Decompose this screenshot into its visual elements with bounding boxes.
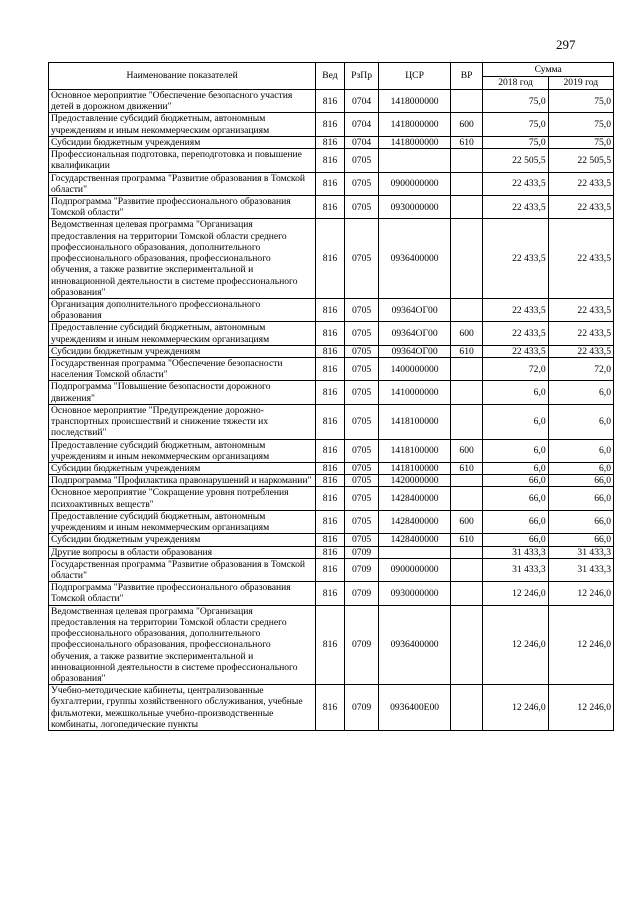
cell-csr: 0930000000: [379, 582, 450, 605]
cell-sum-2018: 12 246,0: [483, 582, 548, 605]
cell-rzpr: 0705: [344, 381, 379, 404]
header-name: Наименование показателей: [49, 63, 316, 90]
cell-csr: 1410000000: [379, 381, 450, 404]
cell-sum-2018: 72,0: [483, 358, 548, 381]
cell-sum-2019: 66,0: [548, 487, 613, 510]
cell-rzpr: 0709: [344, 558, 379, 581]
table-row: [49, 381, 614, 404]
cell-ved: 816: [316, 487, 345, 510]
cell-sum-2019: 66,0: [548, 534, 613, 546]
cell-rzpr: 0705: [344, 298, 379, 321]
cell-ved: 816: [316, 510, 345, 533]
cell-sum-2018: 6,0: [483, 439, 548, 462]
cell-rzpr: 0705: [344, 345, 379, 357]
cell-sum-2019: 66,0: [548, 510, 613, 533]
cell-sum-2018: 12 246,0: [483, 685, 548, 731]
cell-name: Предоставление субсидий бюджетным, автономным учреждениям и иным некоммерческим организациям: [49, 510, 316, 533]
cell-csr: [379, 149, 450, 172]
cell-ved: 816: [316, 172, 345, 195]
cell-csr: 0900000000: [379, 172, 450, 195]
cell-rzpr: 0705: [344, 463, 379, 475]
budget-table: [48, 62, 614, 731]
cell-sum-2019: 22 433,5: [548, 345, 613, 357]
cell-name: Ведомственная целевая программа "Организация предоставления на территории Томской области среднего профессионального образования, дополнительного профессионального образования, профессионального обучения, а также развитие экспериментальной и инновационной деятельности в системе профессионального образования": [49, 605, 316, 685]
table-row: [49, 219, 614, 299]
cell-sum-2018: 31 433,3: [483, 546, 548, 558]
header-year-2018: 2018 год: [483, 77, 548, 90]
cell-sum-2019: 12 246,0: [548, 605, 613, 685]
table-row: [49, 298, 614, 321]
cell-ved: 816: [316, 404, 345, 439]
cell-csr: 0900000000: [379, 558, 450, 581]
cell-sum-2018: 31 433,3: [483, 558, 548, 581]
cell-vr: [450, 582, 483, 605]
table-header: [49, 63, 614, 90]
cell-sum-2019: 6,0: [548, 404, 613, 439]
cell-sum-2019: 22 433,5: [548, 219, 613, 299]
cell-sum-2018: 22 433,5: [483, 172, 548, 195]
cell-vr: [450, 90, 483, 113]
cell-sum-2019: 75,0: [548, 90, 613, 113]
cell-csr: 09364ОГ00: [379, 298, 450, 321]
cell-name: Основное мероприятие "Обеспечение безопасного участия детей в дорожном движении": [49, 90, 316, 113]
cell-rzpr: 0709: [344, 582, 379, 605]
header-csr: ЦСР: [379, 63, 450, 90]
cell-rzpr: 0705: [344, 487, 379, 510]
cell-sum-2018: 22 505,5: [483, 149, 548, 172]
cell-vr: [450, 605, 483, 685]
cell-vr: [450, 358, 483, 381]
cell-rzpr: 0705: [344, 475, 379, 487]
cell-vr: 600: [450, 439, 483, 462]
cell-csr: 0936400000: [379, 605, 450, 685]
cell-sum-2019: 12 246,0: [548, 685, 613, 731]
cell-rzpr: 0705: [344, 534, 379, 546]
cell-sum-2019: 22 433,5: [548, 322, 613, 345]
cell-ved: 816: [316, 113, 345, 136]
table-row: [49, 195, 614, 218]
cell-csr: 1428400000: [379, 510, 450, 533]
cell-sum-2019: 66,0: [548, 475, 613, 487]
header-ved: Вед: [316, 63, 345, 90]
header-vr: ВР: [450, 63, 483, 90]
table-row: [49, 404, 614, 439]
cell-rzpr: 0709: [344, 546, 379, 558]
cell-name: Государственная программа "Развитие образования в Томской области": [49, 172, 316, 195]
cell-name: Организация дополнительного профессионального образования: [49, 298, 316, 321]
cell-sum-2018: 75,0: [483, 113, 548, 136]
cell-ved: 816: [316, 605, 345, 685]
cell-ved: 816: [316, 381, 345, 404]
cell-vr: [450, 298, 483, 321]
cell-rzpr: 0705: [344, 322, 379, 345]
cell-ved: 816: [316, 345, 345, 357]
cell-sum-2019: 6,0: [548, 463, 613, 475]
cell-ved: 816: [316, 475, 345, 487]
cell-name: Субсидии бюджетным учреждениям: [49, 463, 316, 475]
cell-vr: [450, 487, 483, 510]
cell-csr: 1428400000: [379, 487, 450, 510]
cell-sum-2018: 75,0: [483, 90, 548, 113]
cell-name: Подпрограмма "Профилактика правонарушений и наркомании": [49, 475, 316, 487]
cell-ved: 816: [316, 558, 345, 581]
table-row: [49, 149, 614, 172]
cell-sum-2019: 75,0: [548, 136, 613, 148]
cell-sum-2019: 22 433,5: [548, 195, 613, 218]
cell-sum-2018: 22 433,5: [483, 298, 548, 321]
cell-csr: 1418000000: [379, 136, 450, 148]
cell-vr: [450, 558, 483, 581]
cell-sum-2019: 22 433,5: [548, 298, 613, 321]
table-row: [49, 475, 614, 487]
cell-rzpr: 0705: [344, 439, 379, 462]
cell-csr: 1420000000: [379, 475, 450, 487]
cell-sum-2018: 22 433,5: [483, 195, 548, 218]
cell-rzpr: 0705: [344, 172, 379, 195]
cell-csr: 1418100000: [379, 404, 450, 439]
cell-vr: 610: [450, 534, 483, 546]
table-row: [49, 582, 614, 605]
cell-ved: 816: [316, 534, 345, 546]
cell-sum-2018: 75,0: [483, 136, 548, 148]
cell-sum-2018: 6,0: [483, 381, 548, 404]
cell-sum-2018: 22 433,5: [483, 322, 548, 345]
cell-csr: 1418100000: [379, 439, 450, 462]
cell-vr: 610: [450, 345, 483, 357]
cell-sum-2018: 22 433,5: [483, 219, 548, 299]
cell-name: Предоставление субсидий бюджетным, автономным учреждениям и иным некоммерческим организациям: [49, 322, 316, 345]
cell-vr: [450, 381, 483, 404]
table-row: [49, 439, 614, 462]
table-row: [49, 546, 614, 558]
cell-rzpr: 0705: [344, 219, 379, 299]
cell-sum-2019: 22 433,5: [548, 172, 613, 195]
cell-vr: [450, 195, 483, 218]
cell-csr: 09364ОГ00: [379, 322, 450, 345]
table-row: [49, 358, 614, 381]
cell-ved: 816: [316, 149, 345, 172]
cell-rzpr: 0705: [344, 404, 379, 439]
cell-csr: 1428400000: [379, 534, 450, 546]
cell-rzpr: 0705: [344, 358, 379, 381]
cell-name: Субсидии бюджетным учреждениям: [49, 136, 316, 148]
cell-rzpr: 0705: [344, 149, 379, 172]
header-year-2019: 2019 год: [548, 77, 613, 90]
cell-name: Субсидии бюджетным учреждениям: [49, 345, 316, 357]
cell-vr: [450, 404, 483, 439]
table-row: [49, 345, 614, 357]
table-row: [49, 322, 614, 345]
cell-sum-2018: 6,0: [483, 463, 548, 475]
cell-ved: 816: [316, 439, 345, 462]
table-row: [49, 558, 614, 581]
cell-csr: 1418000000: [379, 113, 450, 136]
cell-vr: 600: [450, 510, 483, 533]
cell-sum-2019: 75,0: [548, 113, 613, 136]
cell-vr: [450, 219, 483, 299]
cell-csr: 1418000000: [379, 90, 450, 113]
cell-vr: [450, 149, 483, 172]
cell-ved: 816: [316, 195, 345, 218]
table-row: [49, 605, 614, 685]
cell-csr: 0936400Е00: [379, 685, 450, 731]
cell-sum-2019: 22 505,5: [548, 149, 613, 172]
cell-sum-2019: 6,0: [548, 381, 613, 404]
cell-csr: 1400000000: [379, 358, 450, 381]
table-row: [49, 510, 614, 533]
cell-name: Подпрограмма "Развитие профессионального образования Томской области": [49, 195, 316, 218]
table-row: [49, 487, 614, 510]
cell-sum-2018: 66,0: [483, 487, 548, 510]
cell-rzpr: 0704: [344, 136, 379, 148]
cell-vr: 600: [450, 322, 483, 345]
cell-sum-2019: 12 246,0: [548, 582, 613, 605]
cell-sum-2019: 6,0: [548, 439, 613, 462]
table-row: [49, 90, 614, 113]
cell-vr: 610: [450, 463, 483, 475]
cell-ved: 816: [316, 685, 345, 731]
cell-vr: 610: [450, 136, 483, 148]
cell-name: Профессиональная подготовка, переподготовка и повышение квалификации: [49, 149, 316, 172]
cell-rzpr: 0704: [344, 113, 379, 136]
cell-csr: 0930000000: [379, 195, 450, 218]
cell-ved: 816: [316, 136, 345, 148]
cell-rzpr: 0704: [344, 90, 379, 113]
cell-csr: 1418100000: [379, 463, 450, 475]
cell-rzpr: 0709: [344, 605, 379, 685]
cell-sum-2018: 12 246,0: [483, 605, 548, 685]
cell-rzpr: 0705: [344, 510, 379, 533]
cell-sum-2018: 66,0: [483, 475, 548, 487]
cell-name: Субсидии бюджетным учреждениям: [49, 534, 316, 546]
cell-csr: [379, 546, 450, 558]
page-number: 297: [556, 37, 576, 52]
table-row: [49, 463, 614, 475]
cell-sum-2018: 6,0: [483, 404, 548, 439]
cell-name: Учебно-методические кабинеты, централизованные бухгалтерии, группы хозяйственного обслуживания, учебные фильмотеки, межшкольные учебно-производственные комбинаты, логопедические пункты: [49, 685, 316, 731]
cell-sum-2019: 31 433,3: [548, 558, 613, 581]
cell-vr: [450, 172, 483, 195]
cell-name: Государственная программа "Развитие образования в Томской области": [49, 558, 316, 581]
cell-sum-2019: 72,0: [548, 358, 613, 381]
cell-name: Ведомственная целевая программа "Организация предоставления на территории Томской области среднего профессионального образования, дополнительного профессионального образования, профессионального обучения, а также развитие экспериментальной и инновационной деятельности в системе профессионального образования": [49, 219, 316, 299]
table-body: [49, 90, 614, 731]
cell-csr: 0936400000: [379, 219, 450, 299]
cell-vr: 600: [450, 113, 483, 136]
cell-ved: 816: [316, 219, 345, 299]
cell-sum-2018: 22 433,5: [483, 345, 548, 357]
cell-ved: 816: [316, 298, 345, 321]
header-rzpr: РзПр: [344, 63, 379, 90]
cell-rzpr: 0709: [344, 685, 379, 731]
cell-name: Основное мероприятие "Сокращение уровня потребления психоактивных веществ": [49, 487, 316, 510]
table-row: [49, 685, 614, 731]
cell-ved: 816: [316, 463, 345, 475]
cell-vr: [450, 475, 483, 487]
cell-ved: 816: [316, 582, 345, 605]
cell-name: Основное мероприятие "Предупреждение дорожно-транспортных происшествий и снижение тяжести их последствий": [49, 404, 316, 439]
cell-name: Подпрограмма "Развитие профессионального образования Томской области": [49, 582, 316, 605]
cell-sum-2018: 66,0: [483, 534, 548, 546]
header-sum: Сумма: [483, 63, 614, 77]
cell-ved: 816: [316, 358, 345, 381]
cell-name: Предоставление субсидий бюджетным, автономным учреждениям и иным некоммерческим организациям: [49, 439, 316, 462]
cell-ved: 816: [316, 90, 345, 113]
cell-csr: 09364ОГ00: [379, 345, 450, 357]
cell-ved: 816: [316, 322, 345, 345]
table-row: [49, 113, 614, 136]
cell-vr: [450, 685, 483, 731]
cell-rzpr: 0705: [344, 195, 379, 218]
cell-name: Государственная программа "Обеспечение безопасности населения Томской области": [49, 358, 316, 381]
cell-name: Другие вопросы в области образования: [49, 546, 316, 558]
cell-vr: [450, 546, 483, 558]
cell-sum-2019: 31 433,3: [548, 546, 613, 558]
cell-sum-2018: 66,0: [483, 510, 548, 533]
table-row: [49, 136, 614, 148]
table-row: [49, 172, 614, 195]
cell-ved: 816: [316, 546, 345, 558]
cell-name: Подпрограмма "Повышение безопасности дорожного движения": [49, 381, 316, 404]
table-row: [49, 534, 614, 546]
cell-name: Предоставление субсидий бюджетным, автономным учреждениям и иным некоммерческим организациям: [49, 113, 316, 136]
